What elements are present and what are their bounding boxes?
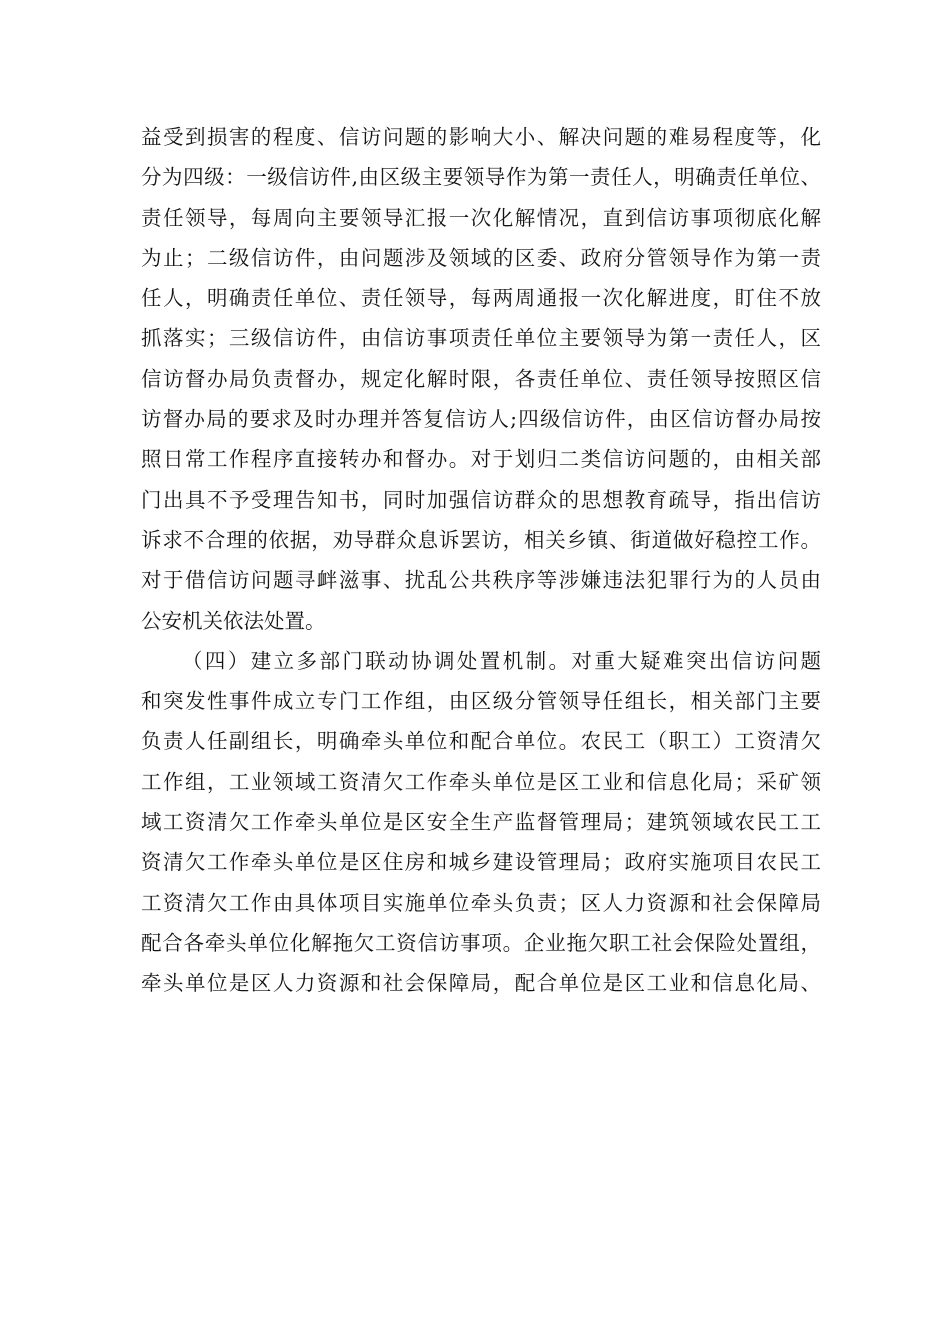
text-line: 工作组，工业领域工资清欠工作牵头单位是区工业和信息化局；采矿领 <box>141 769 821 794</box>
text-line: 对于借信访问题寻衅滋事、扰乱公共秩序等涉嫌违法犯罪行为的人员由 <box>141 568 821 593</box>
text-line: 访督办局的要求及时办理并答复信访人;四级信访件，由区信访督办局按 <box>141 407 821 432</box>
text-line: 责任领导，每周向主要领导汇报一次化解情况，直到信访事项彻底化解 <box>141 205 821 230</box>
text-line: 为止；二级信访件，由问题涉及领域的区委、政府分管领导作为第一责 <box>141 245 821 270</box>
text-line: 负责人任副组长，明确牵头单位和配合单位。农民工（职工）工资清欠 <box>141 729 821 754</box>
text-line: 和突发性事件成立专门工作组，由区级分管领导任组长，相关部门主要 <box>141 689 821 714</box>
text-line: 诉求不合理的依据，劝导群众息诉罢访，相关乡镇、街道做好稳控工作。 <box>141 527 821 552</box>
text-line: 配合各牵头单位化解拖欠工资信访事项。企业拖欠职工社会保险处置组， <box>141 930 821 955</box>
text-line: 资清欠工作牵头单位是区住房和城乡建设管理局；政府实施项目农民工 <box>141 850 821 875</box>
body-text <box>141 117 821 1004</box>
text-line: 域工资清欠工作牵头单位是区安全生产监督管理局；建筑领域农民工工 <box>141 810 821 835</box>
text-line: 分为四级：一级信访件,由区级主要领导作为第一责任人，明确责任单位、 <box>141 165 821 190</box>
text-line: 公安机关依法处置。 <box>141 608 326 633</box>
text-line: 牵头单位是区人力资源和社会保障局，配合单位是区工业和信息化局、 <box>141 971 821 996</box>
text-line: 益受到损害的程度、信访问题的影响大小、解决问题的难易程度等，化 <box>141 125 821 149</box>
section-heading-line: （四）建立多部门联动协调处置机制。对重大疑难突出信访问题 <box>182 648 821 673</box>
text-line: 任人，明确责任单位、责任领导，每两周通报一次化解进度，盯住不放 <box>141 286 821 311</box>
text-line: 照日常工作程序直接转办和督办。对于划归二类信访问题的，由相关部 <box>141 447 821 472</box>
text-line: 工资清欠工作由具体项目实施单位牵头负责；区人力资源和社会保障局 <box>141 890 821 915</box>
text-line: 信访督办局负责督办，规定化解时限，各责任单位、责任领导按照区信 <box>141 366 821 391</box>
text-line: 抓落实；三级信访件，由信访事项责任单位主要领导为第一责任人，区 <box>141 326 821 351</box>
text-line: 门出具不予受理告知书，同时加强信访群众的思想教育疏导，指出信访 <box>141 487 821 512</box>
